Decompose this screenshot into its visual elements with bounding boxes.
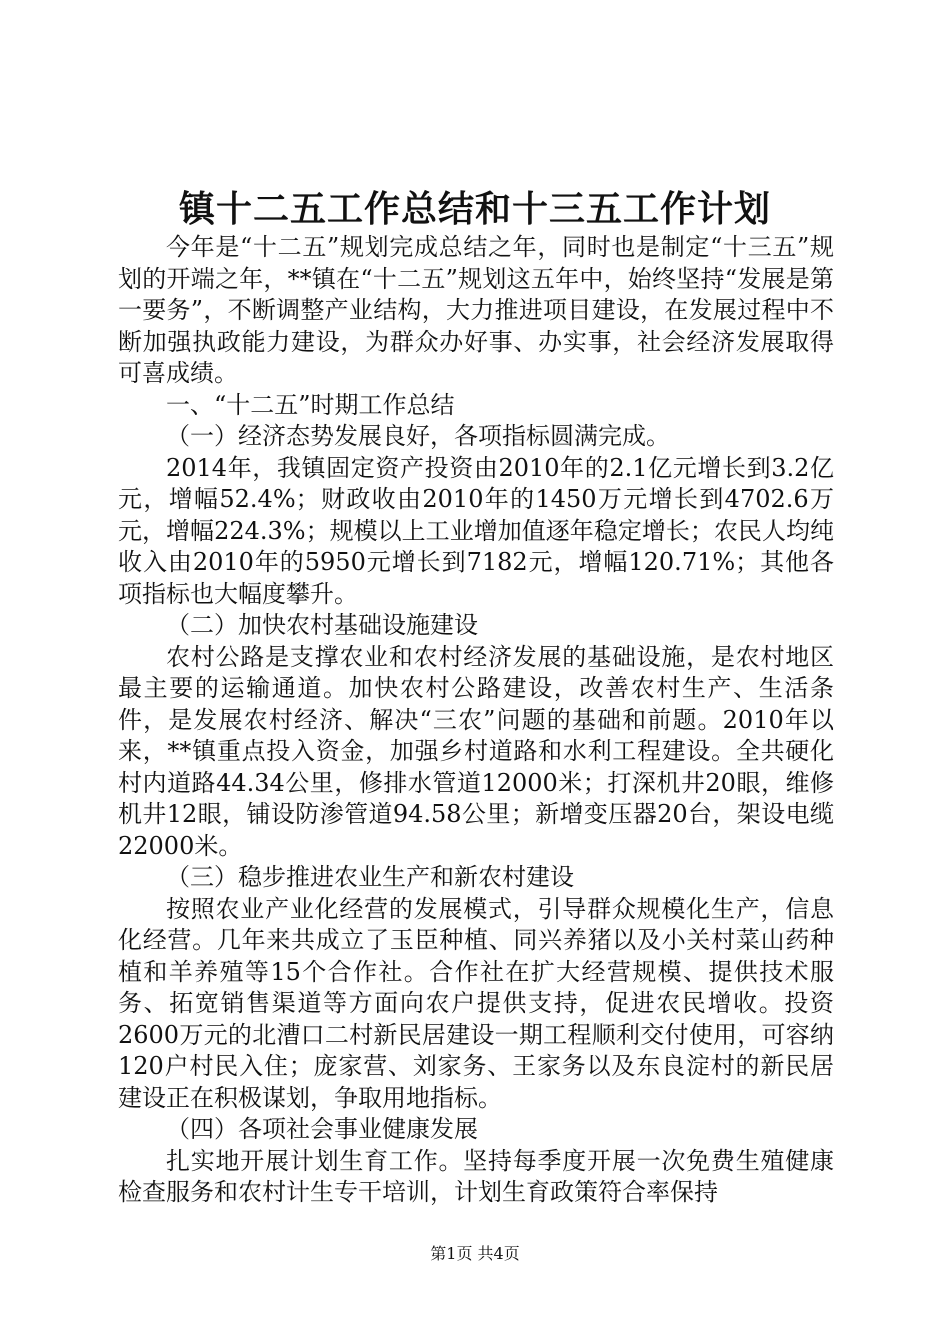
subsection-heading-4: （四）各项社会事业健康发展 bbox=[166, 1115, 478, 1143]
intro-paragraph: 今年是“十二五”规划完成总结之年，同时也是制定“十三五”规划的开端之年，**镇在“十二五”规划这五年中，始终坚持“发展是第一要务”，不断调整产业结构，大力推进项目建设，在发展过程中不断加强执政能力建设，为群众办好事、办实事，社会经济发展取得可喜成绩。 bbox=[118, 233, 834, 387]
page-footer: 第1页 共4页 bbox=[430, 1244, 520, 1263]
document-title: 镇十二五工作总结和十三五工作计划 bbox=[178, 188, 771, 230]
document-body bbox=[118, 232, 834, 1209]
subsection-heading-3: （三）稳步推进农业生产和新农村建设 bbox=[166, 863, 574, 891]
subsection-heading-1: （一）经济态势发展良好，各项指标圆满完成。 bbox=[166, 422, 670, 450]
section-heading-1: 一、“十二五”时期工作总结 bbox=[166, 390, 455, 419]
subsection-paragraph-3: 按照农业产业化经营的发展模式，引导群众规模化生产，信息化经营。几年来共成立了玉臣种植、同兴养猪以及小关村菜山药种植和羊养殖等15个合作社。合作社在扩大经营规模、提供技术服务、拓宽销售渠道等方面向农户提供支持，促进农民增收。投资2600万元的北漕口二村新民居建设一期工程顺利交付使用，可容纳120户村民入住；庞家营、刘家务、王家务以及东良淀村的新民居建设正在积极谋划，争取用地指标。 bbox=[118, 894, 834, 1112]
subsection-paragraph-4: 扎实地开展计划生育工作。坚持每季度开展一次免费生殖健康检查服务和农村计生专干培训，计划生育政策符合率保持 bbox=[118, 1146, 834, 1206]
subsection-heading-2: （二）加快农村基础设施建设 bbox=[166, 611, 478, 639]
subsection-paragraph-1: 2014年，我镇固定资产投资由2010年的2.1亿元增长到3.2亿元，增幅52.4%；财政收由2010年的1450万元增长到4702.6万元，增幅224.3%；规模以上工业增加值逐年稳定增长；农民人均纯收入由2010年的5950元增长到7182元，增幅120.71%；其他各项指标也大幅度攀升。 bbox=[118, 453, 834, 608]
subsection-paragraph-2: 农村公路是支撑农业和农村经济发展的基础设施，是农村地区最主要的运输通道。加快农村公路建设，改善农村生产、生活条件，是发展农村经济、解决“三农”问题的基础和前题。2010年以来，**镇重点投入资金，加强乡村道路和水利工程建设。全共硬化村内道路44.34公里，修排水管道12000米；打深机井20眼，维修机井12眼，铺设防渗管道94.58公里；新增变压器20台，架设电缆22000米。 bbox=[118, 642, 834, 860]
